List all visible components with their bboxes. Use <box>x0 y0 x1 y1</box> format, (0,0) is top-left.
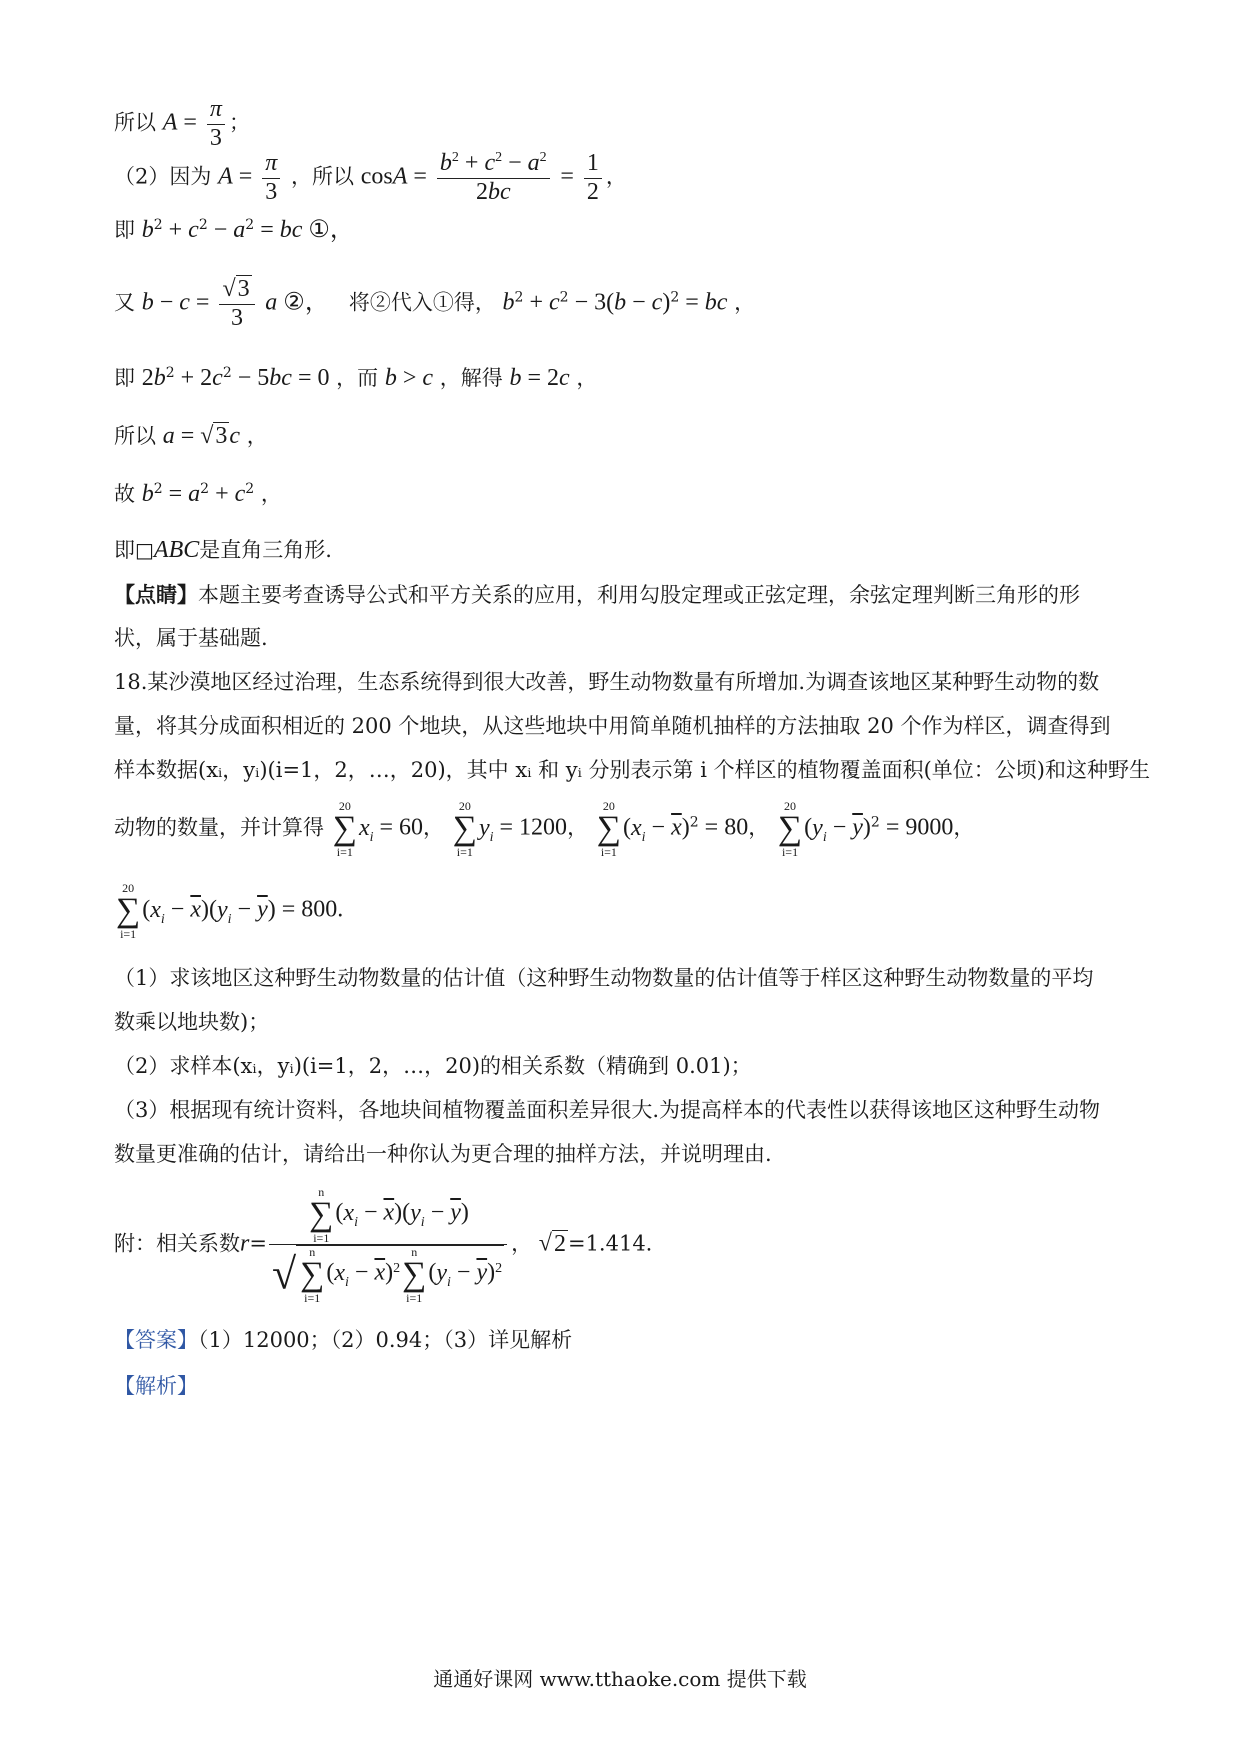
question-3-line-2 <box>114 1144 772 1165</box>
text: 附：相关系数 <box>114 1231 240 1256</box>
analysis-tag: 【解析】 <box>114 1374 198 1398</box>
line-1: 所以 A = $\frac{\pi}{3}$ ； <box>114 96 250 151</box>
text: 量，将其分成面积相近的 200 个地块，从这些地块中用简单随机抽样的方法抽取 20 个作为样区，调查得到 <box>114 714 1111 738</box>
text: 即 <box>114 538 135 562</box>
problem-18-sums: 动物的数量，并计算得 20 ∑ i=1 $x_i = 60$， 20 ∑ i=1 $y_i = 1200$， 20 ∑ i=1 $(x_i - \overline{x})^2 = 80$， 20 ∑ i=1 $(y_i - \overline{y})^2 = 9000$， <box>114 799 975 859</box>
text: 将②代入①得， <box>348 290 496 315</box>
line-4: 又 b − c = $\frac{√3}{3}$ a ②， 将②代入①得， $b^2 + c^2 - 3(b - c)^2$ = bc ， <box>114 276 756 331</box>
line-7: 故 $b^2 = a^2 + c^2$ ， <box>114 481 282 507</box>
footer: 通通好课网 www.tthaoke.com 提供下载 <box>433 1667 807 1691</box>
sum-yy: 20 ∑ i=1 <box>777 799 803 859</box>
text: （1）求该地区这种野生动物数量的估计值（这种野生动物数量的估计值等于样区这种野生动物数量的平均 <box>114 966 1094 990</box>
text: 故 <box>114 482 135 506</box>
question-2 <box>114 1056 752 1077</box>
comment-tag: 【点睛】 <box>114 582 198 607</box>
text: 即 <box>114 218 135 242</box>
text: =1.414. <box>567 1231 653 1256</box>
text: 所以 <box>114 110 156 135</box>
question-3-line-1 <box>114 1100 1100 1121</box>
appendix-formula: 附：相关系数r= n ∑ i=1 $(x_i - \overline{x})(y_i - \overline{y})$ √ n ∑ i=1 $(x_i - \overline{x})^2$ n ∑ i=1 $(y_i - \overline{y})^2$ ， √2=1.414. <box>114 1185 653 1305</box>
text: 样本数据(xᵢ，yᵢ)(i=1，2，…，20)，其中 xᵢ 和 yᵢ 分别表示第 i 个样区的植物覆盖面积(单位：公顷)和这种野生 <box>114 758 1150 782</box>
line-6: 所以 a = √3c ， <box>114 423 268 449</box>
problem-18-line-3 <box>114 760 1150 781</box>
answer-line <box>114 1330 572 1351</box>
sum-y: 20 ∑ i=1 <box>452 799 477 859</box>
fraction-cosine-law: $\frac{b^2 + c^2 - a^2}{2bc}$ <box>437 150 550 206</box>
text: 状，属于基础题. <box>114 626 268 650</box>
fraction-pi-over-3: $\frac{\pi}{3}$ <box>262 150 280 206</box>
fraction-sqrt3-over-3: $\frac{√3}{3}$ <box>219 276 254 332</box>
question-1-line-2 <box>114 1012 269 1033</box>
line-8: 即□ABC是直角三角形. <box>114 537 332 563</box>
analysis-line <box>114 1376 198 1397</box>
text: 18.某沙漠地区经过治理，生态系统得到很大改善，野生动物数量有所增加.为调查该地区某种野生动物的数 <box>114 670 1100 694</box>
text: （2）求样本(xᵢ，yᵢ)(i=1，2，…，20)的相关系数（精确到 0.01)； <box>114 1054 752 1078</box>
comment-line-2 <box>114 628 268 649</box>
text: ，解得 <box>439 366 503 390</box>
text: （3）根据现有统计资料，各地块间植物覆盖面积差异很大.为提高样本的代表性以获得该地区这种野生动物 <box>114 1098 1101 1122</box>
answer-text: （1）12000；（2）0.94；（3）详见解析 <box>198 1328 573 1352</box>
problem-18-sum-xy: 20 ∑ i=1 $(x_i - \overline{x})(y_i - \overline{y}) = 800$. <box>116 881 344 941</box>
sum-xx: 20 ∑ i=1 <box>596 799 621 859</box>
fraction-pi-over-3: $\frac{\pi}{3}$ <box>207 96 225 152</box>
text: （2）因为 <box>114 164 212 189</box>
text: ，所以 <box>291 164 354 189</box>
line-2: （2）因为 A = $\frac{\pi}{3}$ ，所以 cosA = $\frac{b^2 + c^2 - a^2}{2bc}$ = $\frac{1}{2}$ ， <box>114 150 627 205</box>
text: 即 <box>114 366 135 390</box>
text: ，而 <box>336 366 379 390</box>
triangle-symbol: □ <box>135 538 154 562</box>
answer-tag: 【答案】 <box>114 1328 198 1352</box>
sum-xy: 20 ∑ i=1 <box>116 881 141 941</box>
problem-18-line-2 <box>114 716 1111 737</box>
text: 本题主要考查诱导公式和平方关系的应用，利用勾股定理或正弦定理，余弦定理判断三角形的形 <box>198 583 1080 607</box>
sum-x: 20 ∑ i=1 <box>332 799 357 859</box>
comment-line-1 <box>114 584 1080 606</box>
question-1-line-1 <box>114 968 1093 989</box>
text: 动物的数量，并计算得 <box>114 815 324 840</box>
line-3: 即 $b^2 + c^2 - a^2$ = bc ①， <box>114 217 354 243</box>
correlation-fraction: n ∑ i=1 $(x_i - \overline{x})(y_i - \overline{y})$ √ n ∑ i=1 $(x_i - \overline{x})^2$ n ∑ i=1 $(y_i - \overline{y})^2$ <box>269 1186 507 1304</box>
text: 所以 <box>114 424 156 448</box>
text: 是直角三角形. <box>199 538 332 562</box>
line-5: 即 $2b^2 + 2c^2 - 5bc = 0$ ，而 b > c ，解得 b = 2c ， <box>114 365 598 391</box>
fraction-one-half: $\frac{1}{2}$ <box>584 150 602 206</box>
problem-18-line-1 <box>114 672 1099 693</box>
text: 数乘以地块数)； <box>114 1010 270 1034</box>
text: 数量更准确的估计，请给出一种你认为更合理的抽样方法，并说明理由. <box>114 1142 772 1166</box>
